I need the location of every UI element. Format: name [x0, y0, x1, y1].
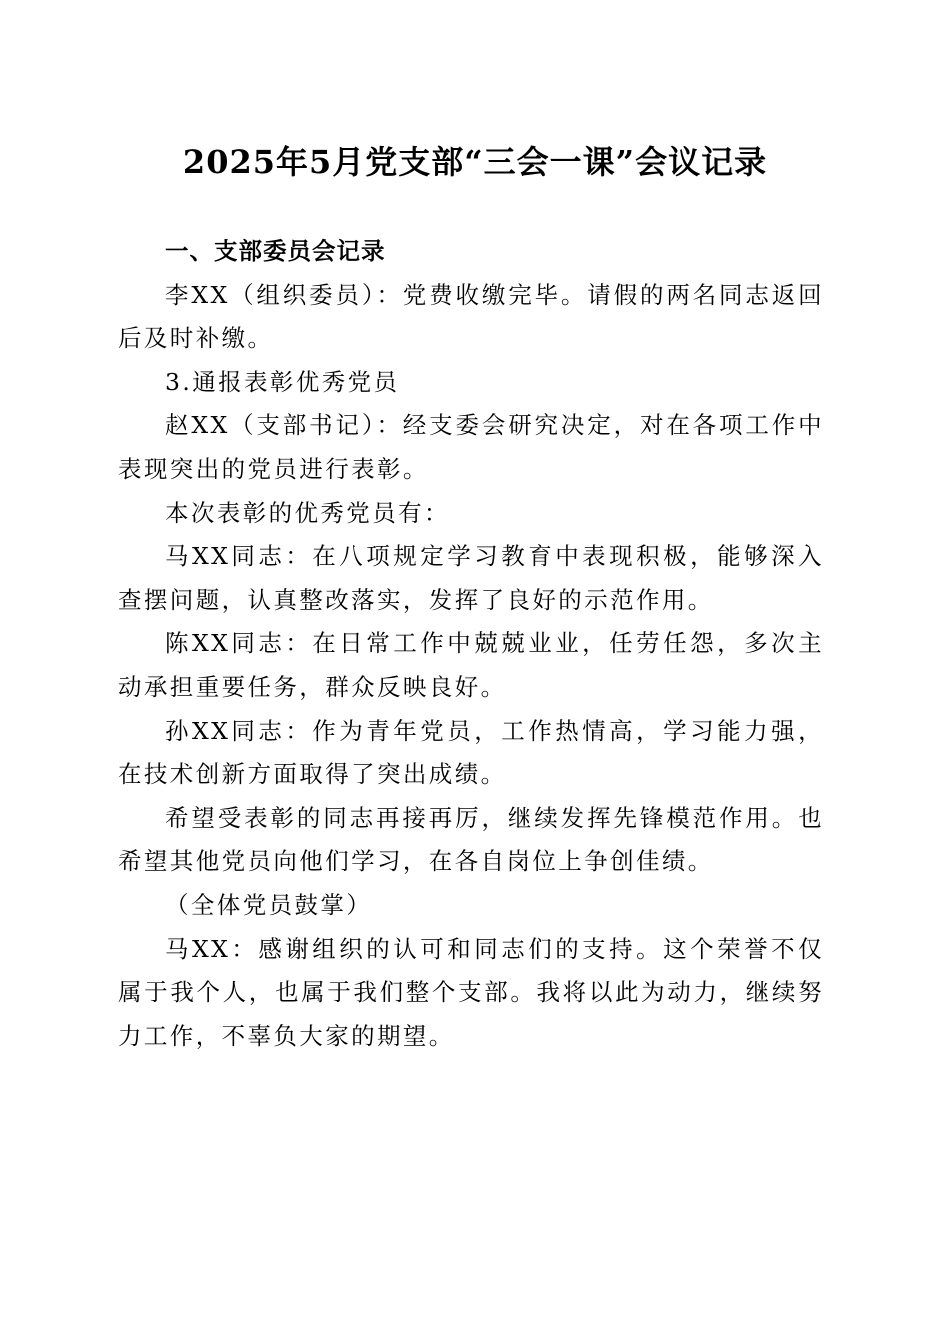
paragraph-ma-response: 马XX：感谢组织的认可和同志们的支持。这个荣誉不仅属于我个人，也属于我们整个支部。我将以此为动力，继续努力工作，不辜负大家的期望。: [118, 934, 824, 1050]
paragraph-li-dues: 李XX（组织委员）：党费收缴完毕。请假的两名同志返回后及时补缴。: [118, 280, 824, 353]
document-body: [118, 230, 824, 1058]
paragraph-honoree-intro: 本次表彰的优秀党员有：: [165, 498, 450, 527]
paragraph-zhao-decision: 赵XX（支部书记）：经支委会研究决定，对在各项工作中表现突出的党员进行表彰。: [118, 411, 824, 483]
document-title: 2025年5月党支部“三会一课”会议记录: [182, 143, 768, 181]
paragraph-agenda-item-3: 3.通报表彰优秀党员: [165, 367, 400, 396]
paragraph-sun-commendation: 孙XX同志：作为青年党员，工作热情高，学习能力强，在技术创新方面取得了突出成绩。: [118, 716, 824, 789]
paragraph-encouragement: 希望受表彰的同志再接再厉，继续发挥先锋模范作用。也希望其他党员向他们学习，在各自岗位上争创佳绩。: [118, 803, 824, 876]
paragraph-applause: （全体党员鼓掌）: [165, 890, 373, 919]
paragraph-chen-commendation: 陈XX同志：在日常工作中兢兢业业，任劳任怨，多次主动承担重要任务，群众反映良好。: [118, 629, 824, 701]
section-heading: 一、支部委员会记录: [165, 237, 386, 265]
paragraph-ma-commendation: 马XX同志：在八项规定学习教育中表现积极，能够深入查摆问题，认真整改落实，发挥了良好的示范作用。: [118, 542, 824, 614]
